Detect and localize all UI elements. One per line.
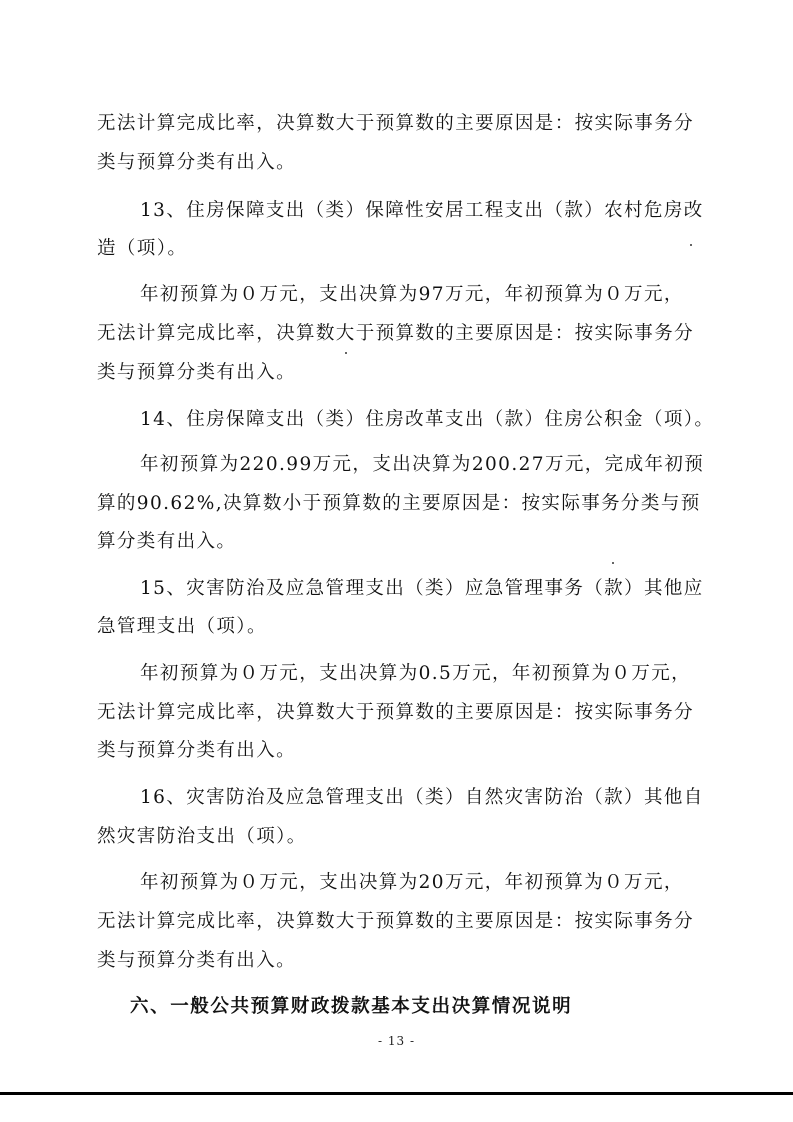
scan-speck xyxy=(345,352,347,354)
text-line: 急管理支出（项）。 xyxy=(97,616,267,637)
text-line: 年初预算为０万元，支出决算为97万元，年初预算为０万元， xyxy=(140,284,684,305)
item-14-title: 14、住房保障支出（类）住房改革支出（款）住房公积金（项）。 xyxy=(140,409,715,430)
scan-speck xyxy=(690,244,692,246)
text-line: 无法计算完成比率，决算数大于预算数的主要原因是：按实际事务分 xyxy=(97,702,695,723)
text-line: 年初预算为220.99万元，支出决算为200.27万元，完成年初预 xyxy=(140,454,705,475)
text-line: 类与预算分类有出入。 xyxy=(97,362,297,383)
text-line: 年初预算为０万元，支出决算为0.5万元，年初预算为０万元， xyxy=(140,663,692,684)
page-number: - 13 - xyxy=(377,1034,415,1048)
text-line: 无法计算完成比率，决算数大于预算数的主要原因是：按实际事务分 xyxy=(97,113,695,134)
text-line: 无法计算完成比率，决算数大于预算数的主要原因是：按实际事务分 xyxy=(97,911,695,932)
text-line: 类与预算分类有出入。 xyxy=(97,950,297,971)
text-line: 造（项）。 xyxy=(97,238,188,259)
text-line: 算的90.62%,决算数小于预算数的主要原因是：按实际事务分类与预 xyxy=(97,493,701,514)
scan-speck xyxy=(612,562,614,564)
text-line: 类与预算分类有出入。 xyxy=(97,740,297,761)
text-line: 算分类有出入。 xyxy=(97,531,237,552)
item-15-title: 15、灾害防治及应急管理支出（类）应急管理事务（款）其他应 xyxy=(140,578,704,599)
item-16-title: 16、灾害防治及应急管理支出（类）自然灾害防治（款）其他自 xyxy=(140,787,704,808)
bottom-border-line xyxy=(0,1092,793,1095)
section-heading: 六、一般公共预算财政拨款基本支出决算情况说明 xyxy=(130,996,573,1017)
text-line: 然灾害防治支出（项）。 xyxy=(97,826,307,847)
text-line: 年初预算为０万元，支出决算为20万元，年初预算为０万元， xyxy=(140,872,684,893)
text-line: 类与预算分类有出入。 xyxy=(97,152,297,173)
item-13-title: 13、住房保障支出（类）保障性安居工程支出（款）农村危房改 xyxy=(140,200,704,221)
text-line: 无法计算完成比率，决算数大于预算数的主要原因是：按实际事务分 xyxy=(97,323,695,344)
